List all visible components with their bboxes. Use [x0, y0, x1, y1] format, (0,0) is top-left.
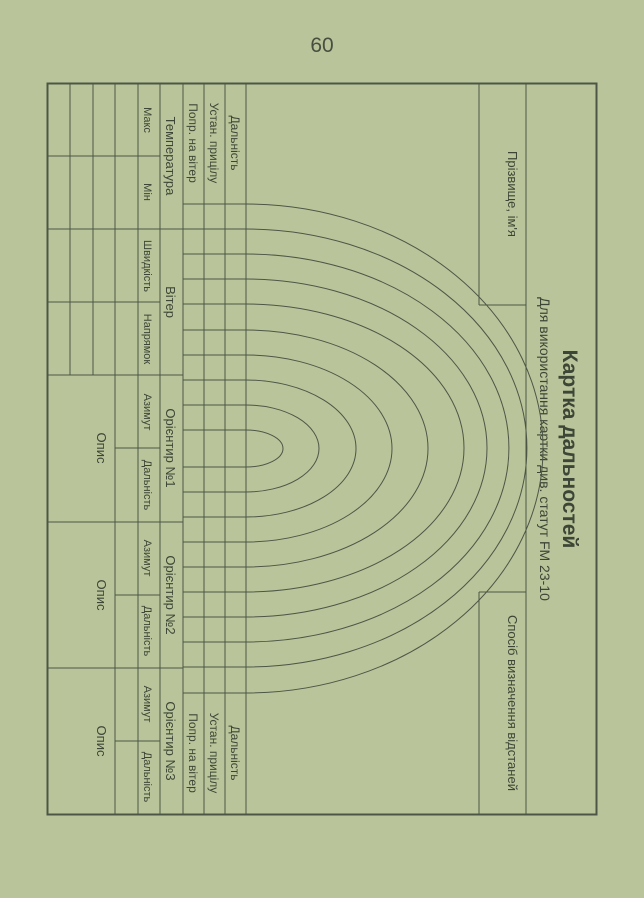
method-field-label: Спосіб визначення відстаней — [505, 615, 520, 791]
page-number: 60 — [310, 34, 334, 57]
wind-correction-label-top: Попр. на вітер — [186, 103, 200, 183]
temperature-label: Температура — [163, 116, 178, 196]
wind-direction-label: Напрямок — [141, 313, 153, 365]
wind-speed-label: Швидкість — [141, 239, 153, 293]
landmark-1-label: Орієнтир №1 — [163, 408, 178, 488]
landmark-3-label: Орієнтир №3 — [163, 701, 178, 781]
range-label-bottom: Дальність — [228, 725, 242, 781]
landmark-3-distance-label: Дальність — [141, 751, 153, 803]
landmark-3-description-label: Опис — [94, 725, 109, 757]
name-field-label: Прізвище, ім'я — [505, 151, 520, 237]
landmark-2-description-label: Опис — [94, 579, 109, 611]
landmark-2-label: Орієнтир №2 — [163, 555, 178, 635]
landmark-1-azimuth-label: Азимут — [141, 393, 153, 431]
landmark-3-azimuth-label: Азимут — [141, 685, 153, 723]
landmark-1-description-label: Опис — [94, 432, 109, 464]
sight-label-bottom: Устан. прицілу — [207, 712, 221, 794]
range-column-grid — [183, 204, 246, 693]
landmark-2-distance-label: Дальність — [141, 605, 153, 657]
landmark-1-distance-label: Дальність — [141, 459, 153, 511]
wind-correction-label-bottom: Попр. на вітер — [186, 713, 200, 793]
card-title: Картка дальностей — [558, 349, 581, 549]
card-subtitle: Для використання картки див. статут FM 23-10 — [537, 297, 553, 601]
temp-min-label: Мін — [141, 183, 153, 201]
range-arcs — [246, 204, 543, 693]
wind-label: Вітер — [163, 286, 178, 318]
temp-max-label: Макс — [141, 107, 153, 133]
landmark-2-azimuth-label: Азимут — [141, 539, 153, 577]
sight-label-top: Устан. прицілу — [207, 102, 221, 184]
range-label-top: Дальність — [228, 115, 242, 171]
